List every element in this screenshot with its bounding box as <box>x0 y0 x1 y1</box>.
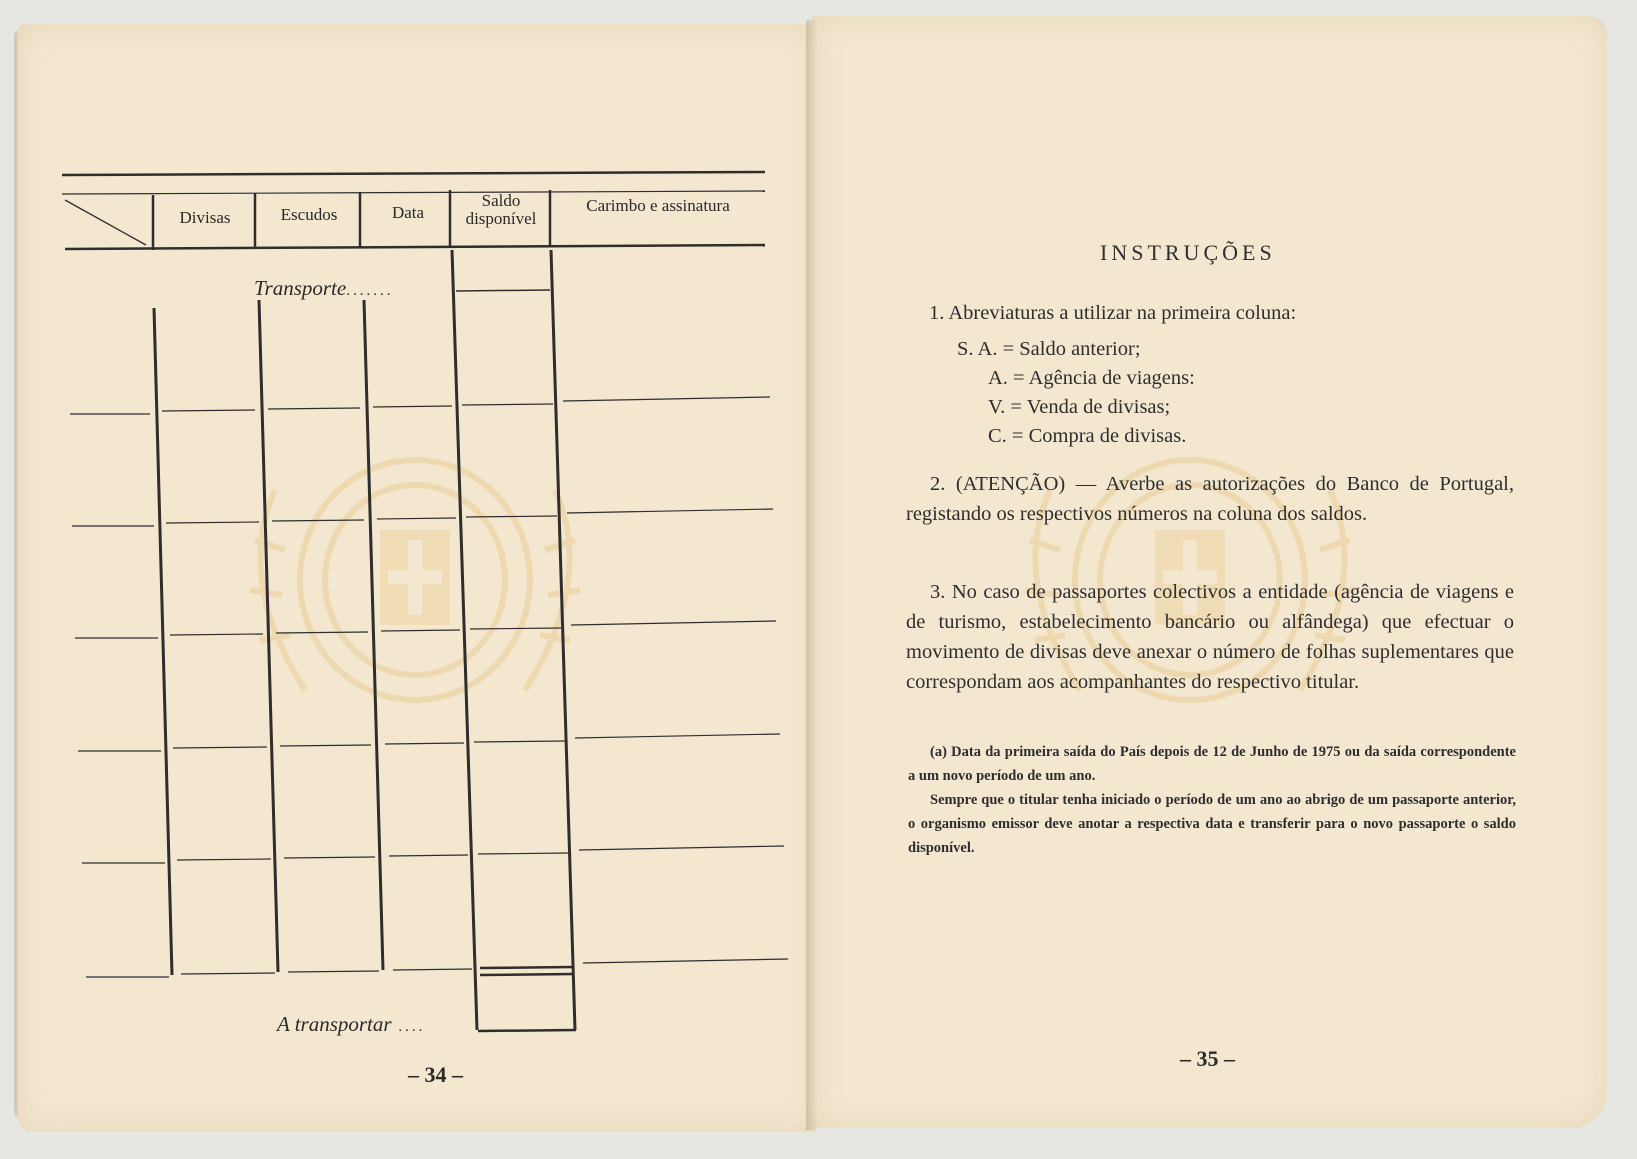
header-data: Data <box>391 203 425 222</box>
header-saldo-line1: Saldo <box>481 191 521 210</box>
abbrev-sa: S. A. = Saldo anterior; <box>957 338 1141 360</box>
header-escudos: Escudos <box>280 205 338 224</box>
header-saldo-disponivel <box>455 192 547 228</box>
transporte-label <box>254 276 393 301</box>
header-carimbo-assinatura: Carimbo e assinatura <box>586 196 730 215</box>
transporte-dots: ....... <box>346 283 394 299</box>
page-number-left: – 34 – <box>408 1062 463 1087</box>
abbrev-v: V. = Venda de divisas; <box>988 396 1171 418</box>
ledger-table-grid <box>0 0 816 1159</box>
note-b: Sempre que o titular tenha iniciado o período de um ano ao abrigo de um passaporte anterior, o organismo emissor deve anotar a respectiva data e transferir para o novo passaporte o saldo disponível. <box>908 792 1516 856</box>
header-saldo-line2: disponível <box>465 209 537 228</box>
item3-paragraph: 3. No caso de passaportes colectivos a entidade (agência de viagens e de turismo, estabelecimento bancário ou alfândega) que efectuar o movimento de divisas deve anexar o número de folhas suplementares que correspondam aos acompanhantes do respectivo titular. <box>906 581 1514 693</box>
instructions-title: INSTRUÇÕES <box>1100 240 1276 265</box>
item2-paragraph: 2. (ATENÇÃO) — Averbe as autorizações do Banco de Portugal, registando os respectivos números na coluna dos saldos. <box>906 473 1514 525</box>
item1-heading: 1. Abreviaturas a utilizar na primeira coluna: <box>929 302 1297 324</box>
a-transportar-text: A transportar <box>277 1012 392 1036</box>
transporte-text: Transporte <box>254 276 347 300</box>
header-divisas: Divisas <box>179 208 231 227</box>
a-transportar-dots: .... <box>391 1019 426 1035</box>
a-transportar-label <box>277 1012 425 1037</box>
page-number-right: – 35 – <box>1180 1046 1235 1071</box>
right-page <box>812 16 1607 1128</box>
abbrev-a: A. = Agência de viagens: <box>988 367 1195 389</box>
abbrev-c: C. = Compra de divisas. <box>988 425 1187 447</box>
note-a: (a) Data da primeira saída do País depois de 12 de Junho de 1975 ou da saída correspondente a um novo período de um ano. <box>908 744 1516 784</box>
